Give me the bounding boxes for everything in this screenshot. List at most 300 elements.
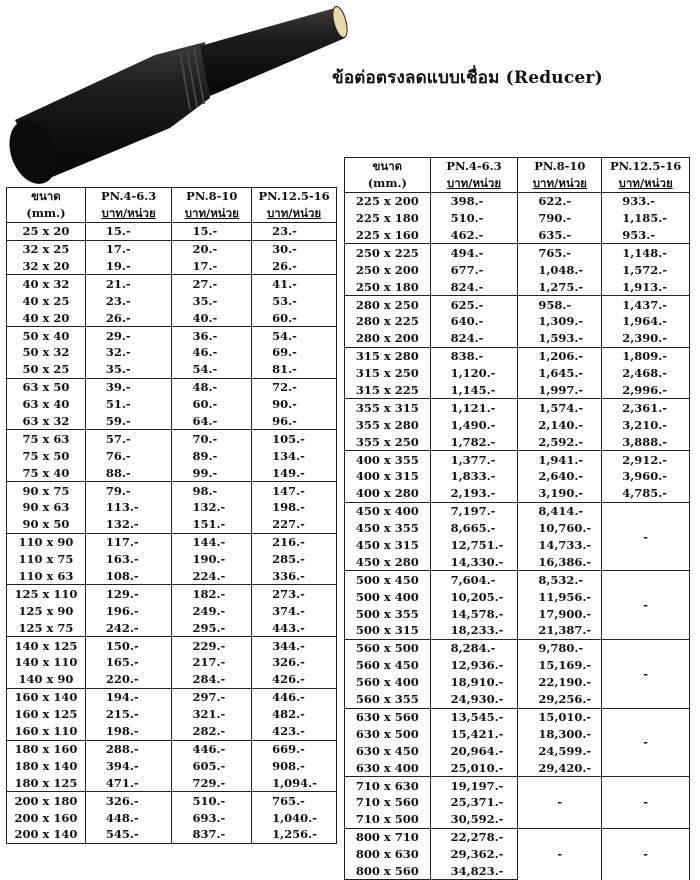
pn-4-6.3-header: PN.4-6.3 [85,188,172,205]
price-pn-8-10: 18,300.- [518,725,602,742]
size-cell: 315 x 280 [345,347,431,364]
price-pn-8-10: 1,593.- [518,330,602,347]
price-pn-12.5-16: 23.- [252,222,337,240]
price-pn-4-6.3: 23.- [85,292,172,309]
size-cell: 125 x 110 [7,585,86,602]
price-pn-4-6.3: 76.- [85,447,172,464]
price-pn-8-10: 60.- [172,396,252,413]
price-pn-4-6.3: 88.- [85,464,172,481]
size-cell: 180 x 140 [7,757,86,774]
table-row [7,378,337,395]
price-pn-4-6.3: 13,545.- [430,708,518,725]
size-cell: 90 x 63 [7,499,86,516]
price-pn-8-10: 22,190.- [518,674,602,691]
size-header: ขนาด [7,188,86,205]
price-pn-8-10: 1,645.- [518,365,602,382]
price-pn-12.5-16: 30.- [252,240,337,257]
price-pn-12.5-16: 198.- [252,499,337,516]
size-cell: 50 x 32 [7,344,86,361]
price-pn-8-10: 297.- [172,688,252,705]
size-header: ขนาด [345,158,431,175]
reducer-fitting-photo [5,0,350,185]
price-pn-4-6.3: 19.- [85,258,172,275]
price-pn-4-6.3: 288.- [85,740,172,757]
price-pn-4-6.3: 14,330.- [430,553,518,570]
price-pn-4-6.3: 545.- [85,826,172,843]
table-row [7,482,337,499]
price-pn-4-6.3: 22,278.- [430,828,518,845]
price-pn-12.5-16: 90.- [252,396,337,413]
price-pn-4-6.3: 10,205.- [430,588,518,605]
price-pn-8-10: 54.- [172,361,252,378]
price-pn-8-10: 1,048.- [518,261,602,278]
price-pn-8-10: 1,574.- [518,399,602,416]
size-cell: 630 x 400 [345,759,431,776]
table-row [7,637,337,654]
price-pn-8-10: 17,900.- [518,605,602,622]
not-available-dash: - [602,777,690,829]
table-row [7,413,337,430]
table-row [7,222,337,240]
price-pn-8-10: 2,592.- [518,433,602,450]
price-pn-4-6.3: 150.- [85,637,172,654]
table-row [345,828,690,845]
table-row [7,774,337,791]
page-title: ข้อต่อตรงลดแบบเชื่อม (Reducer) [332,68,603,88]
size-cell: 90 x 50 [7,516,86,533]
price-pn-8-10: 3,190.- [518,485,602,502]
price-pn-4-6.3: 242.- [85,619,172,636]
size-cell: 250 x 225 [345,244,431,261]
size-cell: 560 x 355 [345,691,431,708]
price-unit-header: บาท/หน่วย [602,175,690,192]
price-pn-8-10: 16,386.- [518,553,602,570]
price-pn-12.5-16: 344.- [252,637,337,654]
price-pn-12.5-16: 1,913.- [602,278,690,295]
price-pn-12.5-16: 134.- [252,447,337,464]
price-pn-4-6.3: 59.- [85,413,172,430]
table-row [7,327,337,344]
price-pn-8-10: 229.- [172,637,252,654]
price-table-left [6,187,337,844]
price-pn-8-10: 1,997.- [518,382,602,399]
size-cell: 280 x 200 [345,330,431,347]
price-pn-12.5-16: 1,148.- [602,244,690,261]
price-pn-12.5-16: 1,040.- [252,809,337,826]
price-pn-12.5-16: 374.- [252,602,337,619]
price-pn-4-6.3: 640.- [430,313,518,330]
price-pn-12.5-16: 69.- [252,344,337,361]
size-cell: 200 x 140 [7,826,86,843]
price-pn-8-10: 446.- [172,740,252,757]
table-row [7,533,337,550]
price-pn-8-10: 182.- [172,585,252,602]
price-pn-12.5-16: 3,888.- [602,433,690,450]
table-row [7,809,337,826]
size-cell: 63 x 50 [7,378,86,395]
price-unit-header: บาท/หน่วย [172,205,252,222]
table-row [345,399,690,416]
table-row [7,516,337,533]
price-pn-8-10: 11,956.- [518,588,602,605]
size-cell: 140 x 90 [7,671,86,688]
price-pn-4-6.3: 326.- [85,792,172,809]
price-pn-8-10: 510.- [172,792,252,809]
size-cell: 180 x 160 [7,740,86,757]
not-available-dash: - [518,777,602,829]
price-pn-4-6.3: 26.- [85,309,172,326]
price-pn-8-10: 282.- [172,723,252,740]
size-cell: 315 x 225 [345,382,431,399]
table-row [345,451,690,468]
price-pn-12.5-16: 60.- [252,309,337,326]
price-pn-12.5-16: 426.- [252,671,337,688]
price-pn-8-10: 765.- [518,244,602,261]
price-pn-8-10: 89.- [172,447,252,464]
table-row [345,296,690,313]
price-pn-8-10: 295.- [172,619,252,636]
price-pn-12.5-16: 1,094.- [252,774,337,791]
table-row [345,313,690,330]
table-row [345,244,690,261]
price-pn-8-10: 64.- [172,413,252,430]
price-pn-12.5-16: 2,912.- [602,451,690,468]
price-pn-4-6.3: 398.- [430,192,518,209]
price-pn-4-6.3: 1,833.- [430,468,518,485]
pn-12.5-16-header: PN.12.5-16 [602,158,690,175]
size-cell: 500 x 355 [345,605,431,622]
size-cell: 25 x 20 [7,222,86,240]
price-pn-4-6.3: 220.- [85,671,172,688]
price-pn-4-6.3: 113.- [85,499,172,516]
table-row [345,416,690,433]
pn-12.5-16-header: PN.12.5-16 [252,188,337,205]
table-row [7,240,337,257]
size-cell: 90 x 75 [7,482,86,499]
price-pn-8-10: 40.- [172,309,252,326]
table-row [7,258,337,275]
price-pn-4-6.3: 8,284.- [430,639,518,656]
price-pn-4-6.3: 15.- [85,222,172,240]
price-pn-12.5-16: 72.- [252,378,337,395]
price-pn-8-10: 15,010.- [518,708,602,725]
price-pn-12.5-16: 3,960.- [602,468,690,485]
size-cell: 280 x 225 [345,313,431,330]
price-pn-8-10: 729.- [172,774,252,791]
size-cell: 450 x 315 [345,537,431,554]
price-pn-4-6.3: 20,964.- [430,742,518,759]
price-pn-4-6.3: 117.- [85,533,172,550]
size-cell: 800 x 630 [345,846,431,863]
price-pn-4-6.3: 21.- [85,275,172,292]
table-row [345,210,690,227]
table-row [345,777,690,794]
price-pn-8-10: 151.- [172,516,252,533]
price-pn-8-10: 605.- [172,757,252,774]
table-row [7,464,337,481]
table-row [345,278,690,295]
size-cell: 800 x 560 [345,863,431,880]
price-pn-12.5-16: 54.- [252,327,337,344]
size-cell: 450 x 280 [345,553,431,570]
table-row [7,602,337,619]
not-available-dash: - [602,639,690,708]
table-row [7,447,337,464]
price-pn-4-6.3: 677.- [430,261,518,278]
size-cell: 355 x 315 [345,399,431,416]
size-cell: 75 x 50 [7,447,86,464]
price-pn-12.5-16: 96.- [252,413,337,430]
size-cell: 75 x 40 [7,464,86,481]
price-pn-4-6.3: 1,121.- [430,399,518,416]
size-cell: 630 x 450 [345,742,431,759]
price-pn-12.5-16: 482.- [252,706,337,723]
size-cell: 40 x 32 [7,275,86,292]
table-row [345,347,690,364]
size-cell: 560 x 500 [345,639,431,656]
price-pn-8-10: 24,599.- [518,742,602,759]
size-cell: 225 x 200 [345,192,431,209]
price-pn-4-6.3: 625.- [430,296,518,313]
price-pn-4-6.3: 25,010.- [430,759,518,776]
table-row [7,723,337,740]
size-cell: 75 x 63 [7,430,86,447]
price-pn-4-6.3: 29.- [85,327,172,344]
price-pn-12.5-16: 4,785.- [602,485,690,502]
size-cell: 710 x 500 [345,811,431,828]
price-pn-4-6.3: 39.- [85,378,172,395]
price-pn-12.5-16: 326.- [252,654,337,671]
price-unit-header: บาท/หน่วย [430,175,518,192]
price-pn-4-6.3: 198.- [85,723,172,740]
price-pn-8-10: 622.- [518,192,602,209]
size-cell: 110 x 63 [7,568,86,585]
table-row [7,792,337,809]
price-pn-12.5-16: 908.- [252,757,337,774]
size-unit-header: (mm.) [7,205,86,222]
price-pn-4-6.3: 14,578.- [430,605,518,622]
price-pn-8-10: 8,414.- [518,502,602,519]
size-cell: 500 x 450 [345,571,431,588]
table-row [7,344,337,361]
price-pn-12.5-16: 423.- [252,723,337,740]
price-pn-4-6.3: 471.- [85,774,172,791]
table-row [345,382,690,399]
price-pn-4-6.3: 215.- [85,706,172,723]
size-cell: 560 x 400 [345,674,431,691]
table-row [7,361,337,378]
price-pn-4-6.3: 494.- [430,244,518,261]
price-pn-4-6.3: 132.- [85,516,172,533]
price-pn-4-6.3: 25,371.- [430,794,518,811]
price-pn-12.5-16: 216.- [252,533,337,550]
price-pn-4-6.3: 1,782.- [430,433,518,450]
price-pn-12.5-16: 2,996.- [602,382,690,399]
size-cell: 200 x 180 [7,792,86,809]
price-pn-4-6.3: 19,197.- [430,777,518,794]
price-pn-4-6.3: 35.- [85,361,172,378]
price-pn-4-6.3: 462.- [430,227,518,244]
table-row [345,502,690,519]
price-pn-4-6.3: 196.- [85,602,172,619]
size-cell: 355 x 280 [345,416,431,433]
price-pn-8-10: 2,140.- [518,416,602,433]
price-pn-4-6.3: 194.- [85,688,172,705]
size-cell: 500 x 315 [345,622,431,639]
pn-8-10-header: PN.8-10 [518,158,602,175]
table-row [7,671,337,688]
price-pn-4-6.3: 1,145.- [430,382,518,399]
price-pn-8-10: 70.- [172,430,252,447]
size-cell: 630 x 500 [345,725,431,742]
price-pn-12.5-16: 933.- [602,192,690,209]
price-pn-8-10: 15.- [172,222,252,240]
size-cell: 50 x 40 [7,327,86,344]
price-pn-8-10: 36.- [172,327,252,344]
price-pn-12.5-16: 53.- [252,292,337,309]
price-pn-12.5-16: 446.- [252,688,337,705]
table-row [7,654,337,671]
not-available-dash: - [602,502,690,571]
table-row [7,740,337,757]
price-pn-4-6.3: 12,751.- [430,537,518,554]
price-pn-4-6.3: 32.- [85,344,172,361]
price-pn-12.5-16: 1,964.- [602,313,690,330]
not-available-dash: - [602,828,690,880]
table-row [345,639,690,656]
size-cell: 500 x 400 [345,588,431,605]
price-pn-8-10: 15,169.- [518,657,602,674]
size-cell: 280 x 250 [345,296,431,313]
pn-8-10-header: PN.8-10 [172,188,252,205]
size-cell: 560 x 450 [345,657,431,674]
size-cell: 630 x 560 [345,708,431,725]
table-row [345,330,690,347]
price-pn-12.5-16: 273.- [252,585,337,602]
price-pn-12.5-16: 1,256.- [252,826,337,843]
table-row [7,706,337,723]
price-pn-12.5-16: 26.- [252,258,337,275]
price-pn-8-10: 635.- [518,227,602,244]
price-pn-8-10: 20.- [172,240,252,257]
price-pn-8-10: 99.- [172,464,252,481]
price-pn-12.5-16: 3,210.- [602,416,690,433]
price-pn-4-6.3: 29,362.- [430,846,518,863]
table-row [345,708,690,725]
price-pn-12.5-16: 149.- [252,464,337,481]
price-pn-12.5-16: 81.- [252,361,337,378]
price-pn-4-6.3: 57.- [85,430,172,447]
price-pn-8-10: 35.- [172,292,252,309]
size-cell: 200 x 160 [7,809,86,826]
price-pn-4-6.3: 8,665.- [430,520,518,537]
table-row [345,571,690,588]
size-cell: 160 x 140 [7,688,86,705]
size-unit-header: (mm.) [345,175,431,192]
table-row [7,688,337,705]
price-pn-12.5-16: 953.- [602,227,690,244]
table-row [7,551,337,568]
size-cell: 110 x 90 [7,533,86,550]
table-row [345,365,690,382]
price-pn-8-10: 321.- [172,706,252,723]
price-pn-8-10: 217.- [172,654,252,671]
size-cell: 400 x 280 [345,485,431,502]
size-cell: 125 x 75 [7,619,86,636]
size-cell: 63 x 40 [7,396,86,413]
price-pn-8-10: 46.- [172,344,252,361]
size-cell: 32 x 20 [7,258,86,275]
price-pn-4-6.3: 129.- [85,585,172,602]
table-row [345,433,690,450]
price-pn-8-10: 1,941.- [518,451,602,468]
price-pn-8-10: 144.- [172,533,252,550]
size-cell: 250 x 180 [345,278,431,295]
price-pn-12.5-16: 41.- [252,275,337,292]
pn-4-6.3-header: PN.4-6.3 [430,158,518,175]
price-pn-4-6.3: 163.- [85,551,172,568]
table-row [7,568,337,585]
size-cell: 710 x 560 [345,794,431,811]
price-pn-12.5-16: 147.- [252,482,337,499]
size-cell: 160 x 110 [7,723,86,740]
price-pn-12.5-16: 1,809.- [602,347,690,364]
size-cell: 355 x 250 [345,433,431,450]
size-cell: 180 x 125 [7,774,86,791]
price-pn-12.5-16: 285.- [252,551,337,568]
price-pn-8-10: 9,780.- [518,639,602,656]
price-pn-4-6.3: 17.- [85,240,172,257]
price-pn-12.5-16: 2,390.- [602,330,690,347]
size-cell: 710 x 630 [345,777,431,794]
size-cell: 50 x 25 [7,361,86,378]
size-cell: 125 x 90 [7,602,86,619]
size-cell: 250 x 200 [345,261,431,278]
price-unit-header: บาท/หน่วย [252,205,337,222]
price-pn-12.5-16: 2,361.- [602,399,690,416]
price-pn-4-6.3: 108.- [85,568,172,585]
price-pn-8-10: 958.- [518,296,602,313]
price-unit-header: บาท/หน่วย [85,205,172,222]
table-row [7,292,337,309]
price-pn-4-6.3: 510.- [430,210,518,227]
price-pn-8-10: 29,256.- [518,691,602,708]
price-pn-8-10: 224.- [172,568,252,585]
price-pn-12.5-16: 1,572.- [602,261,690,278]
price-pn-4-6.3: 394.- [85,757,172,774]
price-pn-4-6.3: 1,490.- [430,416,518,433]
price-pn-8-10: 98.- [172,482,252,499]
size-cell: 63 x 32 [7,413,86,430]
price-pn-4-6.3: 824.- [430,330,518,347]
table-row [7,275,337,292]
table-row [345,468,690,485]
size-cell: 140 x 110 [7,654,86,671]
price-pn-12.5-16: 227.- [252,516,337,533]
price-pn-12.5-16: 2,468.- [602,365,690,382]
price-pn-12.5-16: 443.- [252,619,337,636]
price-pn-12.5-16: 336.- [252,568,337,585]
table-row [7,757,337,774]
price-pn-8-10: 2,640.- [518,468,602,485]
price-pn-4-6.3: 18,233.- [430,622,518,639]
price-pn-8-10: 284.- [172,671,252,688]
price-pn-8-10: 8,532.- [518,571,602,588]
price-pn-12.5-16: 1,185.- [602,210,690,227]
price-pn-4-6.3: 18,910.- [430,674,518,691]
not-available-dash: - [602,571,690,640]
price-pn-8-10: 1,275.- [518,278,602,295]
